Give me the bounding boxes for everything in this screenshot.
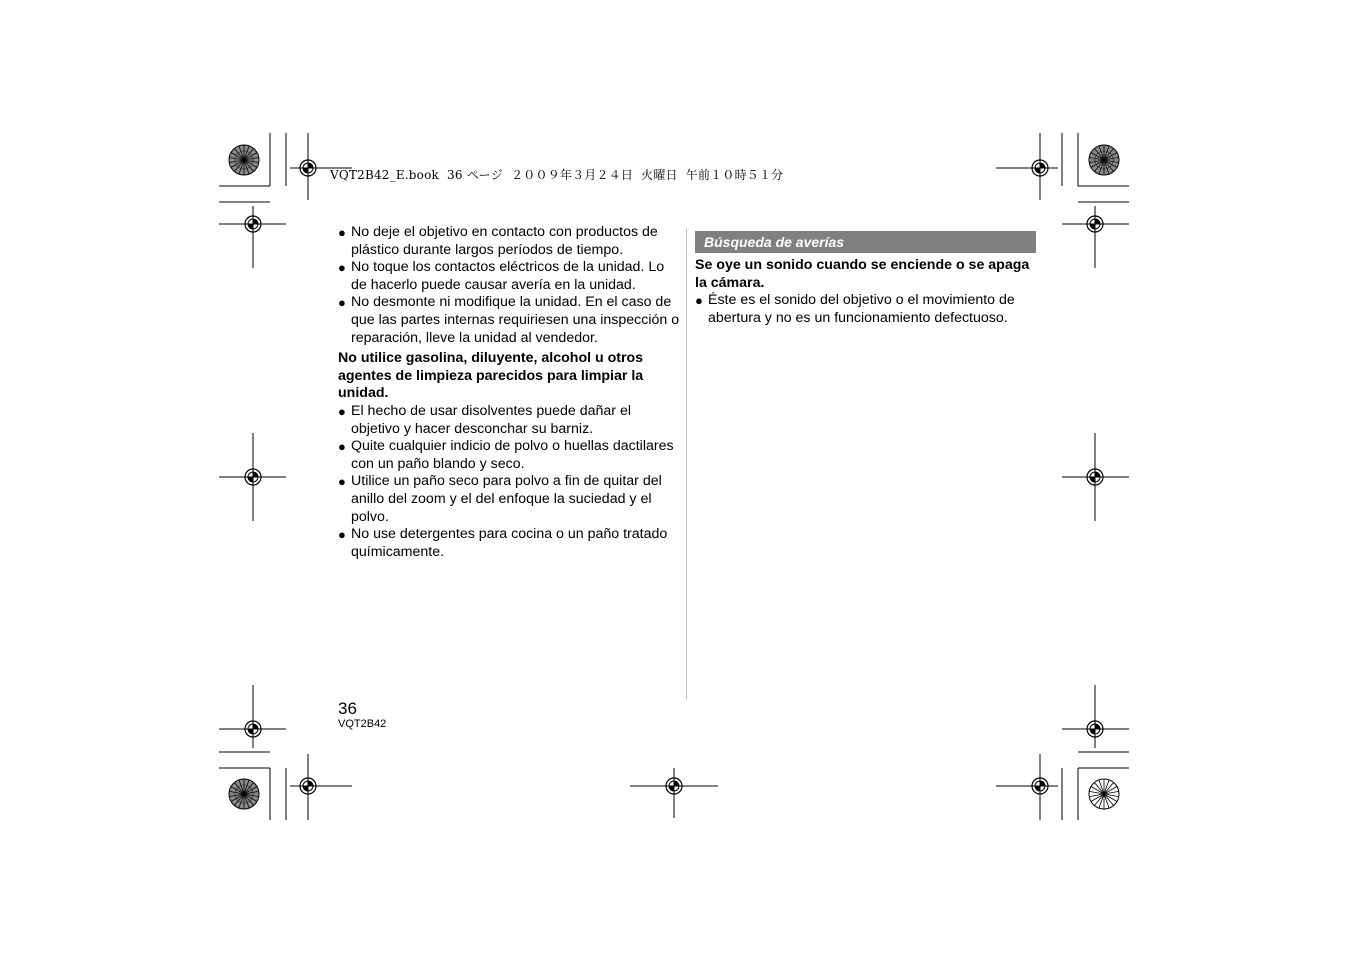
- bullet-icon: ●: [338, 403, 346, 419]
- list-item: ● No use detergentes para cocina o un paño tratado químicamente.: [338, 526, 668, 560]
- answer-bullet-list: [695, 292, 1037, 327]
- cleaning-bullet-list: [338, 403, 680, 561]
- list-item: ● El hecho de usar disolventes puede dañar el objetivo y hacer desconchar su barniz.: [338, 402, 632, 437]
- bullet-icon: ●: [338, 260, 346, 276]
- color-bar-star-icon: [229, 779, 259, 809]
- column-divider: [686, 228, 687, 700]
- list-item: ● No toque los contactos eléctricos de la unidad. Lo de hacerlo puede causar avería en la unidad.: [338, 259, 665, 293]
- print-slug-line: VQT2B42_E.book 36 ページ ２００９年３月２４日 火曜日 午前１０時５１分: [330, 168, 784, 182]
- bullet-icon: ●: [338, 474, 346, 490]
- model-code: VQT2B42: [338, 718, 387, 730]
- right-column: [695, 231, 1037, 327]
- left-column: [338, 224, 680, 561]
- list-item: ● No deje el objetivo en contacto con productos de plástico durante largos períodos de tiempo.: [338, 224, 658, 258]
- color-bar-star-icon: [1089, 779, 1119, 809]
- list-item: ● Utilice un paño seco para polvo a fin de quitar del anillo del zoom y el del enfoque la suciedad y el polvo.: [338, 473, 662, 525]
- cleaning-warning-heading: No utilice gasolina, diluyente, alcohol u otros agentes de limpieza parecidos para limpiar la unidad.: [338, 350, 644, 402]
- bullet-icon: ●: [338, 439, 346, 455]
- list-item: ● Quite cualquier indicio de polvo o huellas dactilares con un paño blando y seco.: [338, 438, 674, 472]
- bullet-icon: ●: [338, 527, 346, 543]
- bullet-icon: ●: [338, 225, 346, 240]
- color-bar-star-icon: [229, 145, 259, 175]
- page-number: 36: [338, 699, 357, 718]
- care-bullet-list: [338, 224, 680, 347]
- bullet-icon: ●: [695, 293, 703, 309]
- color-bar-star-icon: [1089, 145, 1119, 175]
- section-title-troubleshooting: Búsqueda de averías: [695, 231, 1036, 253]
- question-heading: Se oye un sonido cuando se enciende o se apaga la cámara.: [695, 257, 1030, 291]
- list-item: ● Éste es el sonido del objetivo o el movimiento de abertura y no es un funcionamiento defectuoso.: [695, 292, 1015, 326]
- list-item: ● No desmonte ni modifique la unidad. En el caso de que las partes internas requiriesen una inspección o reparación, lleve la unidad al vendedor.: [338, 294, 680, 346]
- bullet-icon: ●: [338, 295, 346, 311]
